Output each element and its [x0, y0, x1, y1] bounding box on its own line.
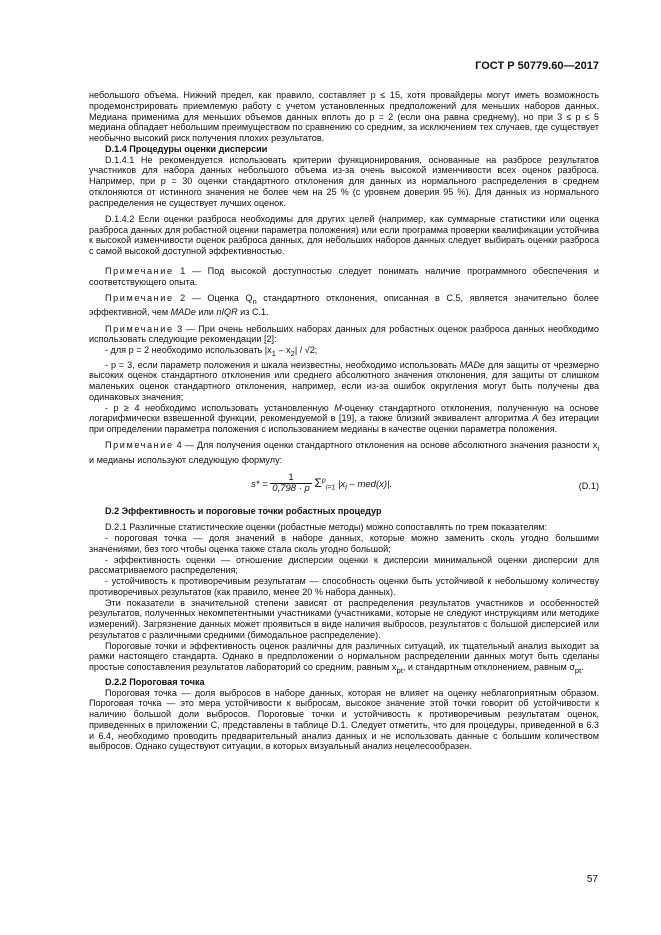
bullet-2-text: - p = 3, если параметр положения и шкала неизвестны, необходимо использовать — [105, 359, 460, 370]
paragraph-d21-comparison — [89, 641, 599, 677]
formula-body: |x — [337, 478, 346, 490]
note-3-text: 3 — При очень небольших наборах данных для робастных оценок разброса данных необходимо использовать следующие рекомендации [2]: — [89, 323, 599, 345]
paragraph-intro: небольшого объема. Нижний предел, как правило, составляет p ≤ 15, хотя провайдеры могут иметь возможность продемонстрировать приемлемую работу с учетом установленных предположений для меньших наборов данных. Медиана применима для меньших объемов данных вплоть до p = 2 (если она равна среднему), но при 3 ≤ p ≤ 5 медиана обладает небольшим преимуществом по сравнению со средним, за исключением тех случаев, где существует необычно высокий риск получения плохих результатов. — [89, 90, 599, 143]
comparison-text: Пороговые точки и эффективность оценок различны для различных ситуаций, их тщательный анализ выходит за рамки настоящего стандарта. Однако в предположении о нормальном распределении данных могут быть сделаны простые сопоставления результатов лабораторий со средним, равным x — [89, 640, 599, 673]
bullet-1-text: - для p = 2 необходимо использовать |x — [105, 345, 272, 356]
note-2-or: или — [195, 307, 217, 318]
bullet-3-mid: -оценку стандартного отклонения, полученную на основе логарифмически взвешенной функции, рекомендуемой в [19], а также близкий эквивалент алгоритма — [89, 402, 599, 424]
note-2-made: MADe — [170, 307, 196, 318]
formula-expression — [251, 473, 392, 496]
paragraph-d21: D.2.1 Различные статистические оценки (робастные методы) можно сопоставлять по трем показателям: — [105, 522, 548, 533]
note-2-niqr: nIQR — [216, 307, 238, 318]
formula-sum-sign: Σ — [314, 475, 322, 490]
bullet-3-a: A — [532, 413, 539, 424]
paragraph-d22: Пороговая точка — доля выбросов в наборе данных, которая не влияет на оценку неблагоприятным образом. Пороговая точка — это мера устойчивости к выбросам, высокое значение этой точки говорит об устойчивости к наличию большой доли выбросов. Пороговые точки и устойчивость к противоречивым результатам оценок, приведенных в приложении С, представлены в таблице D.1. Следует отметить, что для процедуры, приведенной в 6.3 и 6.4, необходимо проводить предварительный анализ данных и не использовать данные с большим количеством выбросов. Однако существуют ситуации, в которых визуальный анализ нецелесообразен. — [89, 687, 599, 752]
comparison-text-cont: , и стандартным отклонением, равным σ — [402, 662, 575, 673]
note-2 — [89, 293, 599, 318]
note-4 — [89, 440, 599, 465]
note-label: Примечание — [105, 292, 174, 303]
section-heading-d14: D.1.4 Процедуры оценки дисперсии — [105, 143, 268, 154]
formula-fraction — [270, 473, 312, 496]
bullet-3-text: - p ≥ 4 необходимо использовать установленную — [105, 402, 335, 413]
comparison-end: . — [581, 662, 584, 673]
paragraph-d21-bullet-3: - устойчивость к противоречивым результатам — способность оценки быть устойчивой к небольшому количеству противоречивых результатов (как правило, менее 20 % набора данных). — [89, 576, 599, 597]
note-1 — [89, 266, 599, 288]
bullet-1-end: | / √2; — [294, 345, 318, 356]
formula-d1 — [89, 473, 599, 501]
note-3-bullet-1 — [89, 345, 599, 360]
note-4-text: 4 — Для получения оценки стандартного отклонения на основе абсолютного значения разности x — [176, 440, 598, 451]
note-3-bullet-2 — [89, 360, 599, 403]
section-heading-d2: D.2 Эффективность и пороговые точки робастных процедур — [105, 506, 382, 517]
document-header: ГОСТ Р 50779.60—2017 — [475, 60, 599, 72]
bullet-1-minus: – x — [275, 345, 291, 356]
page-number: 57 — [586, 874, 598, 885]
formula-number: (D.1) — [578, 480, 599, 491]
formula-body-sub: i — [345, 482, 347, 492]
bullet-1-sub1: 1 — [271, 348, 276, 358]
note-label: Примечание — [105, 323, 174, 334]
bullet-2-rest: для защиты от чрезмерно высоких оценок стандартного отклонения или среднего абсолютного значения отклонения, для защиты от слишком маленьких оценок стандартного отклонения, например, если из-за ошибок округления могут быть получены два одинаковых значения; — [89, 359, 599, 402]
note-3-bullet-3 — [89, 403, 599, 435]
paragraph-d142: D.1.4.2 Если оценки разброса необходимы для других целей (например, как суммарные статистики или оценка разброса данных для робастной оценки параметра положения) или если программа проверки квалификации устойчива к высокой изменчивости оценок разброса данных, для небольших наборов данных следует выбирать оценки разброса с самой высокой доступной эффективностью. — [89, 213, 599, 256]
comparison-sub-xpt: pt — [396, 666, 403, 675]
formula-denominator: 0,798 · p — [272, 483, 310, 495]
comparison-sub-sigma: pt — [574, 666, 582, 675]
section-heading-d22: D.2.2 Пороговая точка — [105, 676, 205, 687]
paragraph-d21-bullet-2: - эффективность оценки — отношение дисперсии оценки к дисперсии минимальной оценки дисперсии для рассматриваемого распределения; — [89, 554, 599, 576]
bullet-2-made: MADe — [459, 359, 485, 370]
formula-numerator: 1 — [270, 473, 312, 485]
formula-sum-upper: p — [321, 477, 326, 485]
paragraph-d21-bullet-1: - пороговая точка — доля значений в наборе данных, которые можно заменить сколь угодно большими значениями, без того чтобы оценка также стала сколь угодно большой; — [89, 533, 599, 554]
bullet-3-end: без итерации при определении параметра положения с использованием медианы в качестве оценки параметра положения. — [89, 413, 599, 435]
note-4-sub: i — [597, 444, 599, 454]
note-2-end: из С.1. — [237, 307, 269, 318]
note-2-text: 2 — Оценка Q — [180, 292, 253, 303]
note-1-text: 1 — Под высокой доступностью следует понимать наличие программного обеспечения и соответствующего опыта. — [89, 265, 599, 287]
note-2-text-cont: стандартного отклонения, описанная в С.5, является значительно более эффективной, чем — [89, 292, 599, 318]
bullet-1-sub2: 2 — [290, 348, 295, 358]
bullet-3-m: M — [334, 402, 342, 413]
note-label: Примечание — [105, 265, 174, 276]
note-label: Примечание — [105, 440, 174, 451]
note-3 — [89, 324, 599, 346]
formula-body-rest: – med(x)|. — [346, 478, 393, 490]
page-content — [89, 90, 599, 752]
paragraph-d21-cont: Эти показатели в значительной степени зависят от распределения результатов участников и особенностей результатов, полученных некомпетентными участниками (участниками, которые не следуют инструкциям или методике измерений). Загрязнение данных может проявиться в виде наличия выбросов, результатов с большой дисперсией или результатов с различными средними (бимодальное распределение). — [89, 597, 599, 640]
formula-sum-lower: i=1 — [325, 484, 336, 492]
formula-lhs: s* = — [251, 478, 268, 490]
note-2-subscript: n — [252, 296, 257, 306]
note-4-end: и медианы используют следующую формулу: — [89, 454, 283, 465]
paragraph-d141: D.1.4.1 Не рекомендуется использовать критерии функционирования, основанные на разбросе результатов участников для набора данных небольшого объема из-за очень высокой изменчивости всех оценок разброса. Например, при p = 30 оценки стандартного отклонения для данных из нормального распределения в среднем отклоняются от истинного значения не более чем на 25 % (с уровнем доверия 95 %). Для данных из нормального распределения не существует лучших оценок. — [89, 154, 599, 208]
